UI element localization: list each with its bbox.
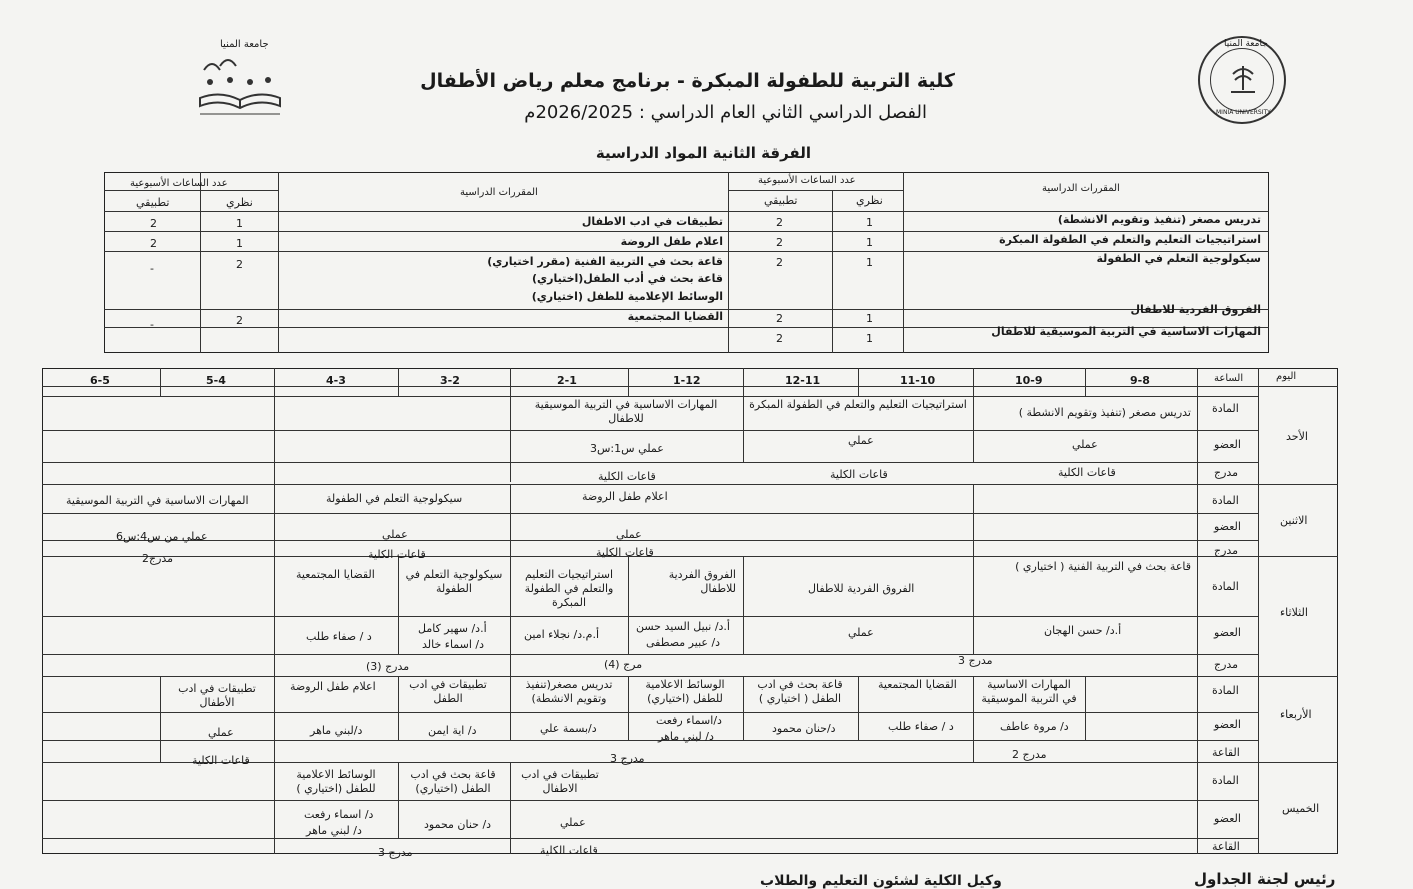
wed-subject-3: قاعة بحث في ادب الطفل ( اختياري ) bbox=[757, 678, 843, 705]
label-subject: المادة bbox=[1212, 402, 1239, 415]
time-11-10: 11-10 bbox=[900, 374, 936, 387]
theory-right-5: 1 bbox=[866, 332, 873, 345]
sun-subject-3: المهارات الاساسية في التربية الموسيقية للاطفال bbox=[534, 398, 718, 425]
head-courses-right: المقررات الدراسية bbox=[1042, 183, 1120, 194]
level-title: الفرقة الثانية المواد الدراسية bbox=[595, 144, 811, 162]
left-logo-text: جامعة المنيا bbox=[220, 39, 269, 50]
sun-hall-1: قاعات الكلية bbox=[1058, 466, 1116, 479]
day-wednesday: الأربعاء bbox=[1280, 708, 1312, 721]
palm-emblem-icon bbox=[1228, 60, 1258, 96]
wed-member-6: د/ اية ايمن bbox=[428, 724, 477, 737]
thu-member-3a: د/ اسماء رفعت bbox=[304, 808, 374, 821]
wed-subject-7: اعلام طفل الروضة bbox=[290, 680, 376, 693]
label-member: العضو bbox=[1214, 626, 1241, 639]
tue-subject-6: القضايا المجتمعية bbox=[296, 568, 375, 581]
wed-subject-5: تدريس مصغر(تنفيذ وتقويم الانشطة) bbox=[525, 678, 613, 705]
practical-left-2: 2 bbox=[150, 237, 157, 250]
tue-member-1: أ.د/ حسن الهجان bbox=[1044, 624, 1122, 637]
sun-member-2: عملي bbox=[848, 434, 874, 447]
wed-subject-6: تطبيقات في ادب الطفل bbox=[409, 678, 487, 705]
course-left-1: تطبيقات في ادب الاطفال bbox=[581, 215, 723, 228]
wed-hall-3-6: مدرج 3 bbox=[610, 752, 645, 765]
time-4-3: 4-3 bbox=[326, 374, 346, 387]
time-9-8: 9-8 bbox=[1130, 374, 1150, 387]
sun-subject-2: استراتيجيات التعليم والتعلم في الطفولة المبكرة bbox=[749, 398, 967, 411]
thu-member-2: د/ حنان محمود bbox=[424, 818, 492, 831]
label-subject: المادة bbox=[1212, 774, 1239, 787]
practical-left-3: - bbox=[150, 262, 154, 275]
page-title: كلية التربية للطفولة المبكرة - برنامج معلم رياض الأطفال bbox=[420, 70, 955, 92]
label-hall: مدرج bbox=[1214, 658, 1239, 671]
practical-right-3: 2 bbox=[776, 256, 783, 269]
tue-member-2: عملي bbox=[848, 626, 874, 639]
thu-member-3b: د/ لبني ماهر bbox=[306, 824, 362, 837]
label-member: العضو bbox=[1214, 438, 1241, 451]
tue-member-5a: أ.د/ سهير كامل bbox=[418, 622, 487, 635]
wed-member-2: د / صفاء طلب bbox=[888, 720, 954, 733]
course-left-4: القضايا المجتمعية bbox=[627, 310, 723, 323]
course-left-3b: قاعة بحث في أدب الطفل(اختياري) bbox=[532, 272, 723, 285]
head-hours-right: عدد الساعات الأسبوعية bbox=[758, 175, 856, 186]
practical-left-1: 2 bbox=[150, 217, 157, 230]
label-member: العضو bbox=[1214, 718, 1241, 731]
mon-hall-1: قاعات الكلية bbox=[596, 546, 654, 559]
wed-subject-2: القضايا المجتمعية bbox=[878, 678, 957, 691]
label-hall: القاعة bbox=[1212, 840, 1240, 853]
course-left-2: اعلام طفل الروضة bbox=[620, 235, 723, 248]
wed-subject-1: المهارات الاساسية في التربية الموسيقية bbox=[981, 678, 1077, 705]
head-practical-left: تطبيقي bbox=[136, 196, 170, 209]
left-logo bbox=[190, 40, 290, 120]
book-logo-icon bbox=[190, 40, 290, 120]
time-10-9: 10-9 bbox=[1015, 374, 1043, 387]
mon-subject-1: اعلام طفل الروضة bbox=[582, 490, 668, 503]
theory-right-4: 1 bbox=[866, 312, 873, 325]
course-left-3a: قاعة بحث في التربية الفنية (مقرر اختياري) bbox=[487, 255, 723, 268]
thu-member-1: عملي bbox=[560, 816, 586, 829]
head-practical-right: تطبيقي bbox=[764, 194, 798, 207]
tue-member-4: أ.م.د/ نجلاء امين bbox=[524, 628, 599, 641]
sun-hall-3: قاعات الكلية bbox=[598, 470, 656, 483]
label-member: العضو bbox=[1214, 520, 1241, 533]
time-3-2: 3-2 bbox=[440, 374, 460, 387]
wed-subject-4: الوسائط الاعلامية للطفل (اختياري) bbox=[645, 678, 725, 705]
time-2-1: 2-1 bbox=[557, 374, 577, 387]
mon-subject-3: المهارات الاساسية في التربية الموسيقية bbox=[66, 494, 249, 507]
sun-subject-1: تدريس مصغر (تنفيذ وتقويم الانشطة ) bbox=[1018, 406, 1191, 419]
footer-left-signature: وكيل الكلية لشئون التعليم والطلاب bbox=[760, 873, 1002, 889]
tue-hall-34: مرج (4) bbox=[604, 658, 643, 671]
time-1-12: 1-12 bbox=[673, 374, 701, 387]
tue-subject-5: سيكولوجية التعلم في الطفولة bbox=[405, 568, 503, 595]
practical-right-4: 2 bbox=[776, 312, 783, 325]
day-sunday: الأحد bbox=[1286, 430, 1308, 443]
tue-subject-2: الفروق الفردية للاطفال bbox=[808, 582, 915, 595]
wed-member-1: د/ مروة عاطف bbox=[1000, 720, 1069, 733]
tue-member-5b: د/ اسماء خالد bbox=[422, 638, 485, 651]
head-theory-left: نظري bbox=[226, 196, 253, 209]
sun-hall-2: قاعات الكلية bbox=[830, 468, 888, 481]
head-theory-right: نظري bbox=[856, 194, 883, 207]
tue-member-6: د / صفاء طلب bbox=[306, 630, 372, 643]
label-member: العضو bbox=[1214, 812, 1241, 825]
practical-right-2: 2 bbox=[776, 236, 783, 249]
course-left-3c: الوسائط الإعلامية للطفل (اختياري) bbox=[531, 290, 723, 303]
semester-title: الفصل الدراسي الثاني العام الدراسي : 2026/2025م bbox=[524, 102, 927, 123]
label-hall: مدرج bbox=[1214, 466, 1239, 479]
practical-right-1: 2 bbox=[776, 216, 783, 229]
theory-right-2: 1 bbox=[866, 236, 873, 249]
course-right-5: المهارات الاساسية في التربية الموسيقية للاطفال bbox=[991, 325, 1261, 338]
corner-day: اليوم bbox=[1276, 371, 1297, 382]
sun-member-3: عملي س1:س3 bbox=[590, 442, 664, 455]
seal-sub: MINIA UNIVERSITY bbox=[1216, 109, 1271, 116]
wed-member-3: د/حنان محمود bbox=[772, 722, 836, 735]
sun-member-1: عملي bbox=[1072, 438, 1098, 451]
tue-subject-1: قاعة بحث في التربية الفنية ( اختياري ) bbox=[1015, 560, 1191, 573]
tue-member-3a: أ.د/ نبيل السيد حسن bbox=[636, 620, 730, 633]
mon-hall-2: قاعات الكلية bbox=[368, 548, 426, 561]
thu-subject-2: قاعة بحث في ادب الطفل (اختياري) bbox=[410, 768, 496, 795]
head-hours-left: عدد الساعات الأسبوعية bbox=[130, 178, 228, 189]
thu-hall-1: قاعات الكلية bbox=[540, 844, 598, 857]
tue-subject-4: استراتيجيات التعليم والتعلم في الطفولة المبكرة bbox=[524, 568, 614, 609]
thu-hall-23: مدرج 3 bbox=[378, 846, 413, 859]
course-right-4: الفروق الفردية للاطفال bbox=[1130, 303, 1261, 316]
course-right-2: استراتيجيات التعليم والتعلم في الطفولة المبكرة bbox=[999, 233, 1261, 246]
corner-time: الساعة bbox=[1214, 373, 1244, 384]
theory-left-4: 2 bbox=[236, 314, 243, 327]
mon-subject-2: سيكولوجية التعلم في الطفولة bbox=[326, 492, 463, 505]
wed-hall-1: مدرج 2 bbox=[1012, 748, 1047, 761]
time-5-4: 5-4 bbox=[206, 374, 226, 387]
time-6-5: 6-5 bbox=[90, 374, 110, 387]
label-subject: المادة bbox=[1212, 684, 1239, 697]
theory-right-1: 1 bbox=[866, 216, 873, 229]
footer-right-signature: رئيس لجنة الجداول bbox=[1194, 870, 1336, 888]
day-tuesday: الثلاثاء bbox=[1280, 606, 1308, 619]
schedule-table bbox=[42, 368, 1338, 854]
label-subject: المادة bbox=[1212, 494, 1239, 507]
thu-subject-1: تطبيقات في ادب الاطفال bbox=[521, 768, 599, 795]
mon-member-2: عملي bbox=[382, 528, 408, 541]
practical-left-4: - bbox=[150, 318, 154, 331]
tue-hall-56: مدرج (3) bbox=[366, 660, 410, 673]
mon-member-1: عملي bbox=[616, 528, 642, 541]
tue-hall-12: مدرج 3 bbox=[958, 654, 993, 667]
mon-member-3: عملي من س4:س6 bbox=[116, 530, 208, 543]
wed-member-4a: د/اسماء رفعت bbox=[656, 714, 722, 727]
wed-subject-8: تطبيقات في ادب الأطفال bbox=[178, 682, 256, 709]
university-seal bbox=[1198, 36, 1286, 124]
day-monday: الاثنين bbox=[1280, 514, 1308, 527]
wed-hall-78: قاعات الكلية bbox=[192, 754, 250, 767]
course-right-3: سيكولوجية التعلم في الطفولة bbox=[1096, 252, 1261, 265]
theory-left-2: 1 bbox=[236, 237, 243, 250]
wed-member-7: د/لبني ماهر bbox=[310, 724, 363, 737]
tue-subject-3: الفروق الفردية للاطفال bbox=[668, 568, 736, 595]
wed-member-4b: د/ لبني ماهر bbox=[658, 730, 714, 743]
day-thursday: الخميس bbox=[1282, 802, 1320, 815]
theory-left-3: 2 bbox=[236, 258, 243, 271]
label-hall: القاعة bbox=[1212, 746, 1240, 759]
seal-text: جامعة المنيا bbox=[1224, 39, 1268, 49]
theory-left-1: 1 bbox=[236, 217, 243, 230]
wed-member-5: د/بسمة علي bbox=[540, 722, 597, 735]
wed-member-8: عملي bbox=[208, 726, 234, 739]
tue-member-3b: د/ عبير مصطفى bbox=[646, 636, 721, 649]
thu-subject-3: الوسائط الاعلامية للطفل (اختياري ) bbox=[296, 768, 376, 795]
label-hall: مدرج bbox=[1214, 544, 1239, 557]
theory-right-3: 1 bbox=[866, 256, 873, 269]
mon-hall-3: مدرج2 bbox=[142, 552, 174, 565]
head-courses-left: المقررات الدراسية bbox=[460, 187, 538, 198]
time-12-11: 12-11 bbox=[785, 374, 821, 387]
course-right-1: تدريس مصغر (تنفيذ وتقويم الانشطة) bbox=[1057, 213, 1261, 226]
label-subject: المادة bbox=[1212, 580, 1239, 593]
practical-right-5: 2 bbox=[776, 332, 783, 345]
